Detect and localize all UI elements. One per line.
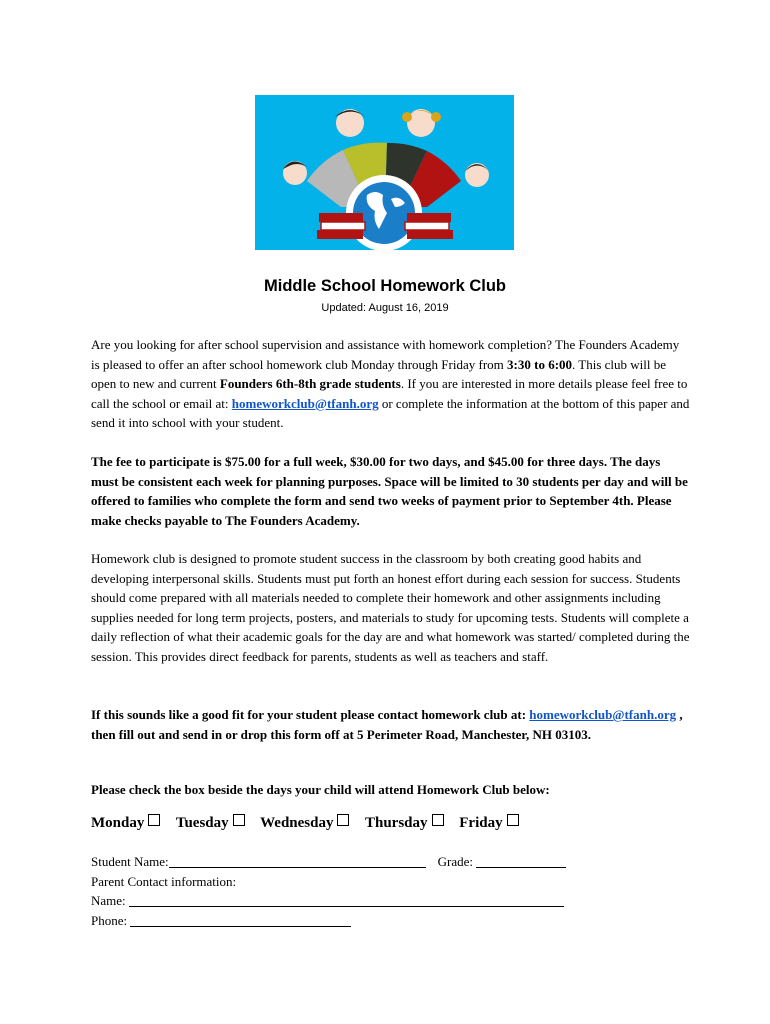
day-wednesday: Wednesday	[260, 815, 349, 831]
day-monday: Monday	[91, 815, 160, 831]
contact-email-link[interactable]: homeworkclub@tfanh.org	[529, 707, 677, 722]
students-globe-illustration	[255, 95, 514, 250]
grades-text: Founders 6th-8th grade students	[219, 376, 401, 392]
email-link[interactable]: homeworkclub@tfanh.org	[231, 395, 379, 411]
header-illustration	[255, 95, 514, 250]
student-head-2	[407, 109, 435, 137]
contact-text-1: If this sounds like a good fit for your student please contact homework club at:	[91, 707, 530, 722]
monday-checkbox[interactable]	[148, 814, 160, 826]
days-checklist	[91, 814, 531, 832]
intro-text-1: Are you looking for after school supervision and assistance with homework completion? The Founders Academy is pleased to offer an after school homework club Monday through Friday from	[91, 337, 680, 372]
phone-label: Phone:	[91, 912, 128, 928]
parent-contact-label: Parent Contact information:	[91, 873, 237, 889]
intro-text-3: . If you are interested in more details please feel free to call the school or email at:	[91, 376, 688, 411]
description-text: Homework club is designed to promote student success in the classroom by both creating good habits and developing interpersonal skills. Students must put forth an honest effort during each session for success. Students should come prepared with all materials needed to complete their homework and other assignments including supplies needed for long term projects, posters, and materials to study for upcoming tests. Students will complete a daily reflection of what their academic goals for the day are and what homework was started/ completed during the session. This provides direct feedback for parents, students as well as teachers and staff.	[91, 551, 690, 664]
friday-checkbox[interactable]	[507, 814, 519, 826]
days-instruction: Please check the box beside the days your child will attend Homework Club below:	[91, 782, 550, 797]
grade-label: Grade:	[437, 854, 474, 869]
grade-field[interactable]	[476, 854, 566, 868]
day-tuesday: Tuesday	[176, 815, 245, 831]
fee-text: The fee to participate is $75.00 for a full week, $30.00 for two days, and $45.00 for three days. The days must be consistent each week for planning purposes. Space will be limited to 30 students per day and will be offered to families who complete the form and send two weeks of payment prior to September 4th. Please make checks payable to The Founders Academy.	[91, 454, 688, 528]
intro-text-4: or complete the information at the bottom of this paper and send it into school with your student.	[91, 395, 690, 431]
page-title: Middle School Homework Club	[263, 277, 506, 295]
phone-field[interactable]	[130, 913, 351, 927]
hours-text: 3:30 to 6:00	[507, 356, 573, 372]
day-friday: Friday	[459, 815, 518, 831]
student-name-field[interactable]	[169, 854, 426, 868]
contact-paragraph	[91, 705, 691, 744]
student-head-4	[465, 163, 489, 187]
updated-date: Updated: August 16, 2019	[321, 302, 449, 314]
student-name-label: Student Name:	[91, 854, 169, 869]
registration-form	[91, 852, 566, 930]
book-stack-left	[317, 213, 365, 239]
day-thursday: Thursday	[365, 815, 444, 831]
intro-paragraph	[91, 335, 691, 433]
fee-paragraph	[91, 452, 691, 530]
name-label: Name:	[91, 893, 126, 909]
parent-name-field[interactable]	[129, 893, 564, 907]
wednesday-checkbox[interactable]	[337, 814, 349, 826]
tuesday-checkbox[interactable]	[233, 814, 245, 826]
book-stack-right	[405, 213, 453, 239]
intro-text-2: . This club will be open to new and current	[91, 356, 667, 392]
description-paragraph	[91, 549, 691, 667]
thursday-checkbox[interactable]	[432, 814, 444, 826]
contact-text-2: , then fill out and send in or drop this form off at 5 Perimeter Road, Manchester, NH 03103.	[91, 707, 683, 742]
